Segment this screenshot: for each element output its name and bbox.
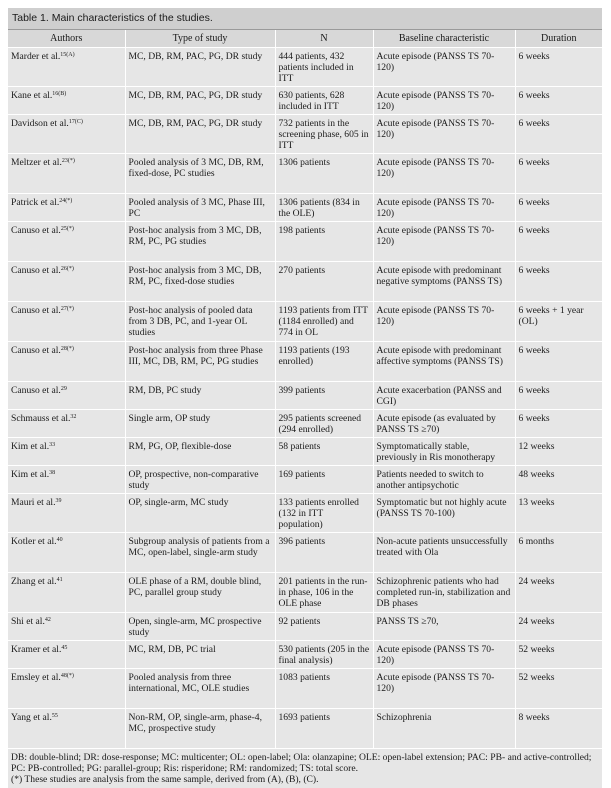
table-row bbox=[8, 573, 602, 613]
author-name: Canuso et al. bbox=[11, 225, 61, 236]
table-footnote bbox=[8, 749, 602, 788]
cell-baseline: Patients needed to switch to another antipsychotic bbox=[373, 466, 515, 494]
author-name: Meltzer et al. bbox=[11, 157, 62, 168]
cell-n: 169 patients bbox=[275, 466, 373, 494]
reference-superscript: 26(*) bbox=[60, 266, 74, 272]
cell-baseline: Acute episode (PANSS TS 70-120) bbox=[373, 669, 515, 709]
cell-duration: 6 weeks bbox=[515, 410, 602, 438]
author-name: Zhang et al. bbox=[11, 576, 57, 587]
author-name: Davidson et al. bbox=[11, 118, 69, 129]
cell-duration: 24 weeks bbox=[515, 573, 602, 613]
studies-table bbox=[8, 30, 602, 749]
table-row bbox=[8, 709, 602, 749]
cell-type-of-study: Pooled analysis of 3 MC, Phase III, PC bbox=[125, 194, 275, 222]
header-type-of-study: Type of study bbox=[125, 30, 275, 48]
table-row bbox=[8, 669, 602, 709]
author-name: Canuso et al. bbox=[11, 345, 61, 356]
cell-duration: 48 weeks bbox=[515, 466, 602, 494]
reference-superscript: 33 bbox=[49, 442, 56, 448]
cell-author bbox=[8, 466, 125, 494]
table-row bbox=[8, 87, 602, 115]
cell-baseline: Acute episode with predominant negative symptoms (PANSS TS) bbox=[373, 262, 515, 302]
cell-author bbox=[8, 342, 125, 382]
footnote-same-sample: (*) These studies are analysis from the same sample, derived from (A), (B), (C). bbox=[11, 774, 319, 785]
cell-author bbox=[8, 87, 125, 115]
cell-type-of-study: MC, DB, RM, PAC, PG, DR study bbox=[125, 48, 275, 87]
cell-duration: 6 weeks bbox=[515, 222, 602, 262]
cell-author bbox=[8, 533, 125, 573]
cell-n: 530 patients (205 in the final analysis) bbox=[275, 641, 373, 669]
cell-author bbox=[8, 48, 125, 87]
table-row bbox=[8, 466, 602, 494]
header-duration: Duration bbox=[515, 30, 602, 48]
author-name: Canuso et al. bbox=[11, 305, 61, 316]
reference-superscript: 28(*) bbox=[60, 346, 74, 352]
reference-superscript: 29 bbox=[60, 386, 67, 392]
cell-duration: 6 weeks bbox=[515, 342, 602, 382]
header-baseline: Baseline characteristic bbox=[373, 30, 515, 48]
reference-superscript: 55 bbox=[51, 713, 58, 719]
cell-type-of-study: Post-hoc analysis from 3 MC, DB, RM, PC, fixed-dose studies bbox=[125, 262, 275, 302]
cell-author bbox=[8, 709, 125, 749]
author-name: Marder et al. bbox=[11, 51, 61, 62]
cell-author bbox=[8, 573, 125, 613]
cell-baseline: Acute episode (PANSS TS 70-120) bbox=[373, 194, 515, 222]
author-name: Patrick et al. bbox=[11, 197, 60, 208]
cell-n: 630 patients, 628 included in ITT bbox=[275, 87, 373, 115]
author-name: Kotler et al. bbox=[11, 536, 57, 547]
cell-n: 396 patients bbox=[275, 533, 373, 573]
cell-type-of-study: MC, DB, RM, PAC, PG, DR study bbox=[125, 115, 275, 154]
reference-superscript: 40 bbox=[56, 537, 63, 543]
cell-duration: 6 weeks bbox=[515, 87, 602, 115]
cell-n: 1306 patients bbox=[275, 154, 373, 194]
cell-duration: 24 weeks bbox=[515, 613, 602, 641]
table-row bbox=[8, 222, 602, 262]
cell-baseline: Acute episode (as evaluated by PANSS TS ≥70) bbox=[373, 410, 515, 438]
cell-n: 1083 patients bbox=[275, 669, 373, 709]
cell-author bbox=[8, 194, 125, 222]
author-name: Canuso et al. bbox=[11, 265, 61, 276]
footnote-abbreviations: DB: double-blind; DR: dose-response; MC: multicenter; OL: open-label; Ola: olanzapine; OLE: open-label extension; PAC: PB- and active-controlled; PC: PB-controlled; PG: parallel-group; Ris: risperidone; RM: randomized; TS: total score. bbox=[11, 752, 592, 774]
cell-duration: 6 weeks bbox=[515, 262, 602, 302]
cell-duration: 8 weeks bbox=[515, 709, 602, 749]
reference-superscript: 27(*) bbox=[60, 306, 74, 312]
cell-type-of-study: Post-hoc analysis from 3 MC, DB, RM, PC, PG studies bbox=[125, 222, 275, 262]
table-row bbox=[8, 494, 602, 533]
reference-superscript: 48(*) bbox=[60, 673, 74, 679]
cell-type-of-study: Subgroup analysis of patients from a MC, open-label, single-arm study bbox=[125, 533, 275, 573]
table-row bbox=[8, 533, 602, 573]
table-container bbox=[8, 8, 602, 788]
reference-superscript: 45 bbox=[61, 645, 68, 651]
cell-author bbox=[8, 641, 125, 669]
author-name: Mauri et al. bbox=[11, 497, 56, 508]
reference-superscript: 15(A) bbox=[60, 52, 75, 58]
cell-baseline: Symptomatic but not highly acute (PANSS TS 70-100) bbox=[373, 494, 515, 533]
table-row bbox=[8, 342, 602, 382]
author-name: Kim et al. bbox=[11, 441, 50, 452]
cell-duration: 12 weeks bbox=[515, 438, 602, 466]
cell-n: 58 patients bbox=[275, 438, 373, 466]
reference-superscript: 17(C) bbox=[68, 119, 83, 125]
cell-n: 198 patients bbox=[275, 222, 373, 262]
reference-superscript: 25(*) bbox=[60, 226, 74, 232]
cell-type-of-study: MC, RM, DB, PC trial bbox=[125, 641, 275, 669]
reference-superscript: 39 bbox=[55, 498, 62, 504]
cell-type-of-study: RM, PG, OP, flexible-dose bbox=[125, 438, 275, 466]
header-n: N bbox=[275, 30, 373, 48]
cell-baseline: Acute episode (PANSS TS 70-120) bbox=[373, 641, 515, 669]
cell-n: 1306 patients (834 in the OLE) bbox=[275, 194, 373, 222]
cell-author bbox=[8, 438, 125, 466]
table-row bbox=[8, 262, 602, 302]
cell-baseline: Acute episode (PANSS TS 70-120) bbox=[373, 48, 515, 87]
cell-duration: 6 weeks bbox=[515, 382, 602, 410]
table-row bbox=[8, 382, 602, 410]
cell-n: 1693 patients bbox=[275, 709, 373, 749]
cell-baseline: Acute episode (PANSS TS 70-120) bbox=[373, 302, 515, 342]
cell-duration: 52 weeks bbox=[515, 641, 602, 669]
cell-author bbox=[8, 154, 125, 194]
cell-n: 92 patients bbox=[275, 613, 373, 641]
cell-n: 1193 patients from ITT (1184 enrolled) and 774 in OL bbox=[275, 302, 373, 342]
author-name: Schmauss et al. bbox=[11, 413, 71, 424]
cell-type-of-study: RM, DB, PC study bbox=[125, 382, 275, 410]
cell-type-of-study: Non-RM, OP, single-arm, phase-4, MC, prospective study bbox=[125, 709, 275, 749]
cell-baseline: Acute episode (PANSS TS 70-120) bbox=[373, 222, 515, 262]
cell-type-of-study: Open, single-arm, MC prospective study bbox=[125, 613, 275, 641]
cell-baseline: Non-acute patients unsuccessfully treated with Ola bbox=[373, 533, 515, 573]
cell-n: 1193 patients (193 enrolled) bbox=[275, 342, 373, 382]
table-row bbox=[8, 194, 602, 222]
cell-baseline: Schizophrenic patients who had completed run-in, stabilization and DB phases bbox=[373, 573, 515, 613]
table-row bbox=[8, 115, 602, 154]
author-name: Shi et al. bbox=[11, 616, 45, 627]
cell-author bbox=[8, 494, 125, 533]
author-name: Kim et al. bbox=[11, 469, 50, 480]
cell-type-of-study: MC, DB, RM, PAC, PG, DR study bbox=[125, 87, 275, 115]
reference-superscript: 41 bbox=[56, 577, 63, 583]
cell-type-of-study: OLE phase of a RM, double blind, PC, parallel group study bbox=[125, 573, 275, 613]
table-row bbox=[8, 613, 602, 641]
table-row bbox=[8, 410, 602, 438]
cell-author bbox=[8, 222, 125, 262]
cell-type-of-study: Post-hoc analysis of pooled data from 3 DB, PC, and 1-year OL studies bbox=[125, 302, 275, 342]
cell-duration: 6 weeks bbox=[515, 154, 602, 194]
cell-author bbox=[8, 669, 125, 709]
cell-author bbox=[8, 382, 125, 410]
cell-type-of-study: Single arm, OP study bbox=[125, 410, 275, 438]
reference-superscript: 24(*) bbox=[59, 198, 73, 204]
cell-n: 270 patients bbox=[275, 262, 373, 302]
cell-duration: 6 months bbox=[515, 533, 602, 573]
cell-duration: 13 weeks bbox=[515, 494, 602, 533]
cell-author bbox=[8, 410, 125, 438]
author-name: Kane et al. bbox=[11, 90, 53, 101]
cell-type-of-study: Pooled analysis of 3 MC, DB, RM, fixed-dose, PC studies bbox=[125, 154, 275, 194]
cell-duration: 52 weeks bbox=[515, 669, 602, 709]
table-row bbox=[8, 438, 602, 466]
cell-author bbox=[8, 613, 125, 641]
cell-baseline: Symptomatically stable, previously in Ris monotherapy bbox=[373, 438, 515, 466]
cell-baseline: Acute episode (PANSS TS 70-120) bbox=[373, 154, 515, 194]
reference-superscript: 32 bbox=[70, 414, 77, 420]
cell-duration: 6 weeks bbox=[515, 115, 602, 154]
cell-duration: 6 weeks bbox=[515, 194, 602, 222]
cell-author bbox=[8, 262, 125, 302]
cell-type-of-study: Post-hoc analysis from three Phase III, MC, DB, RM, PC, PG studies bbox=[125, 342, 275, 382]
cell-n: 133 patients enrolled (132 in ITT population) bbox=[275, 494, 373, 533]
header-row bbox=[8, 30, 602, 48]
cell-duration: 6 weeks bbox=[515, 48, 602, 87]
author-name: Kramer et al. bbox=[11, 644, 62, 655]
cell-baseline: Acute episode (PANSS TS 70-120) bbox=[373, 87, 515, 115]
cell-type-of-study: Pooled analysis from three international, MC, OLE studies bbox=[125, 669, 275, 709]
cell-type-of-study: OP, prospective, non-comparative study bbox=[125, 466, 275, 494]
reference-superscript: 38 bbox=[49, 470, 56, 476]
cell-n: 295 patients screened (294 enrolled) bbox=[275, 410, 373, 438]
cell-n: 201 patients in the run-in phase, 106 in the OLE phase bbox=[275, 573, 373, 613]
cell-baseline: PANSS TS ≥70, bbox=[373, 613, 515, 641]
cell-baseline: Acute exacerbation (PANSS and CGI) bbox=[373, 382, 515, 410]
cell-n: 732 patients in the screening phase, 605 in ITT bbox=[275, 115, 373, 154]
table-row bbox=[8, 154, 602, 194]
author-name: Yang et al. bbox=[11, 712, 52, 723]
cell-author bbox=[8, 115, 125, 154]
cell-type-of-study: OP, single-arm, MC study bbox=[125, 494, 275, 533]
reference-superscript: 42 bbox=[44, 617, 51, 623]
cell-baseline: Acute episode (PANSS TS 70-120) bbox=[373, 115, 515, 154]
reference-superscript: 16(B) bbox=[52, 91, 67, 97]
author-name: Emsley et al. bbox=[11, 672, 61, 683]
table-row bbox=[8, 641, 602, 669]
cell-baseline: Schizophrenia bbox=[373, 709, 515, 749]
header-authors: Authors bbox=[8, 30, 125, 48]
cell-duration: 6 weeks + 1 year (OL) bbox=[515, 302, 602, 342]
reference-superscript: 23(*) bbox=[61, 158, 75, 164]
author-name: Canuso et al. bbox=[11, 385, 61, 396]
cell-baseline: Acute episode with predominant affective symptoms (PANSS TS) bbox=[373, 342, 515, 382]
cell-n: 444 patients, 432 patients included in ITT bbox=[275, 48, 373, 87]
table-row bbox=[8, 302, 602, 342]
cell-author bbox=[8, 302, 125, 342]
table-row bbox=[8, 48, 602, 87]
table-caption: Table 1. Main characteristics of the studies. bbox=[8, 8, 602, 30]
cell-n: 399 patients bbox=[275, 382, 373, 410]
